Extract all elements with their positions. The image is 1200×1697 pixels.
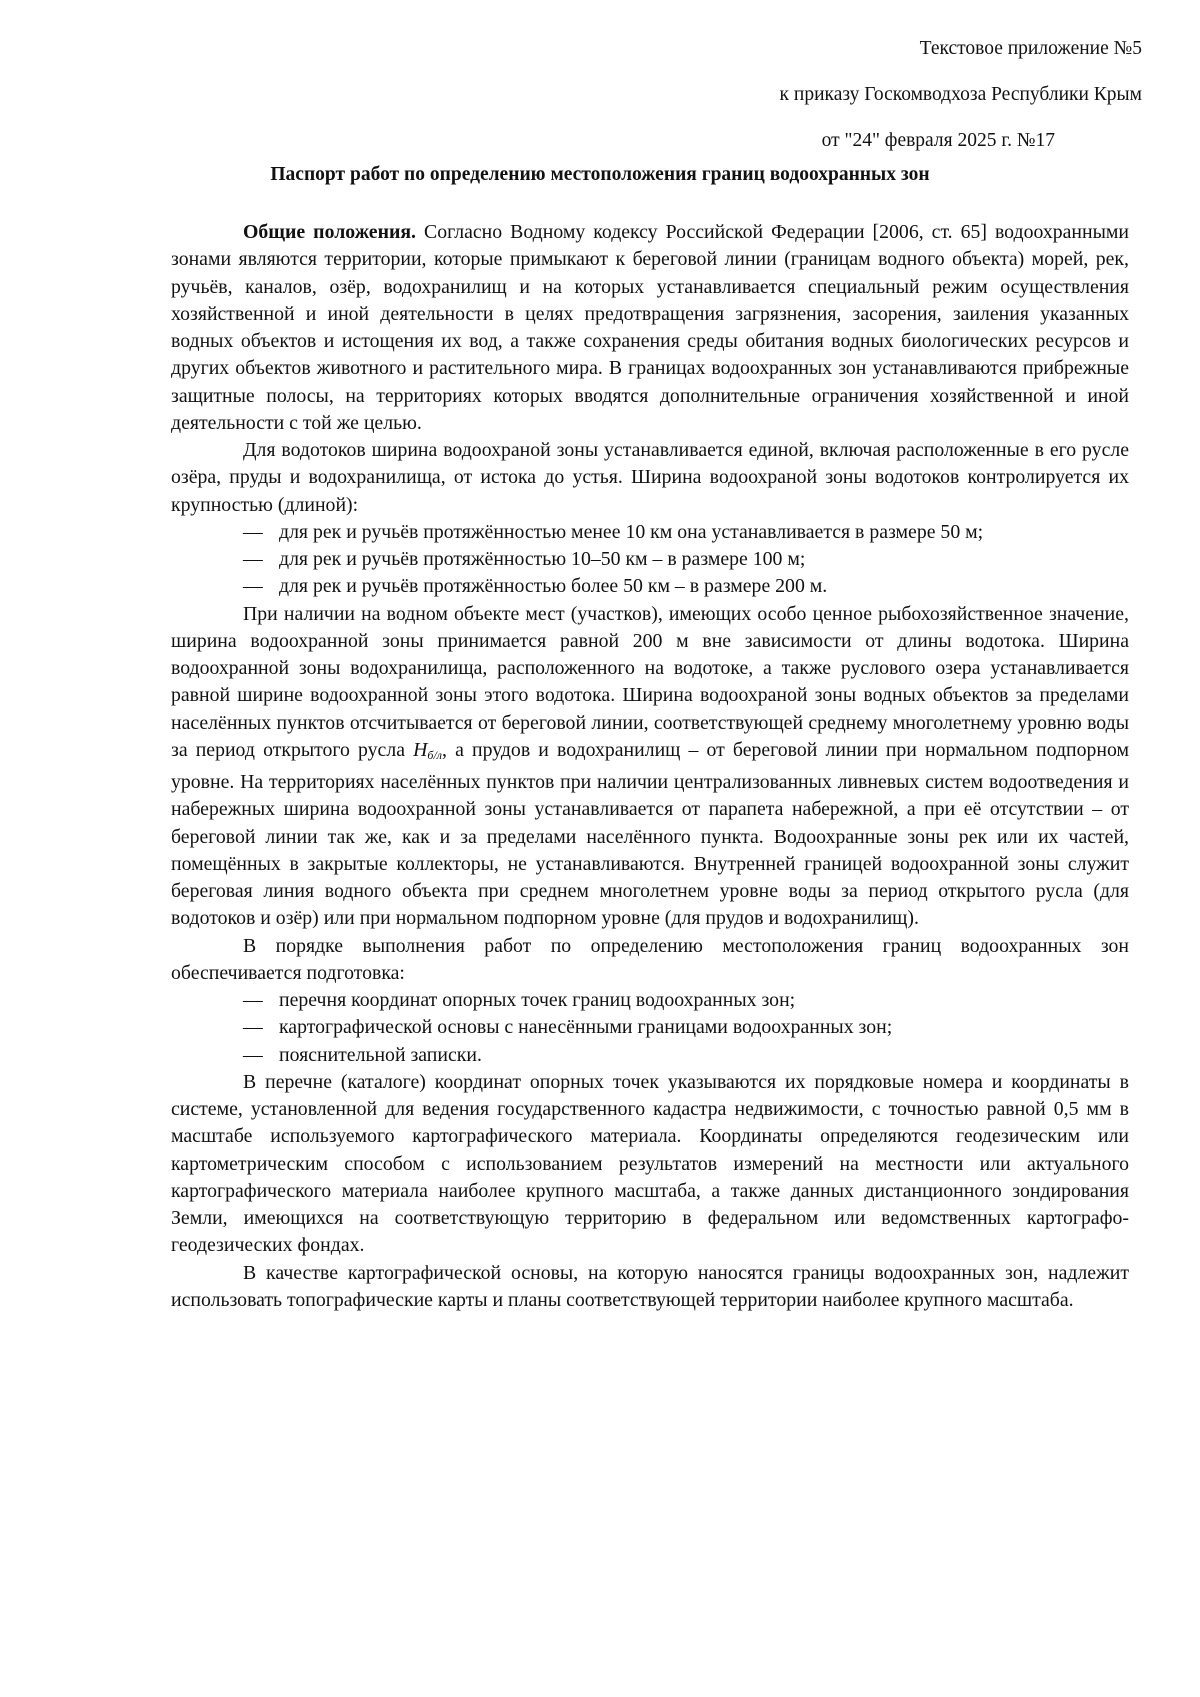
list-item — [171, 1014, 1129, 1041]
water-level-symbol — [413, 739, 442, 761]
list-item-text: для рек и ручьёв протяжённостью 10–50 км – в размере 100 м; — [279, 548, 806, 570]
paragraph-work-order: В порядке выполнения работ по определению местоположения границ водоохранных зон обеспечивается подготовка: — [171, 934, 1129, 984]
dash-bullet: — — [243, 575, 263, 598]
list-item-text: для рек и ручьёв протяжённостью менее 10 км она устанавливается в размере 50 м; — [279, 520, 984, 543]
list-item — [171, 573, 1129, 600]
paragraph-general-provisions — [171, 219, 1129, 437]
document-title: Паспорт работ по определению местоположения границ водоохранных зон — [270, 164, 930, 185]
dash-bullet: — — [243, 1043, 263, 1066]
paragraph-cartographic-basis: В качестве картографической основы, на которую наносятся границы водоохранных зон, надлежит использовать топографические карты и планы соответствующей территории наиболее крупного масштаба. — [171, 1261, 1129, 1311]
paragraph-text: При наличии на водном объекте мест (участков), имеющих особо ценное рыбохозяйственное значение, ширина водоохранной зоны принимается равной 200 м вне зависимости от длины водотока. Ширина водоохранной зоны водохранилища, расположенного на водотоке, а также руслового озера устанавливается равной ширине водоохранной зоны этого водотока. Ширина водоохраной зоны водных объектов за пределами населённых пунктов отсчитывается от береговой линии, соответствующей среднему многолетнему уровню воды за период открытого русла — [171, 602, 1129, 761]
document-body — [171, 219, 1129, 1314]
order-date: от "24" февраля 2025 г. №17 — [821, 130, 1055, 151]
symbol-subscript: б/л — [427, 747, 443, 762]
symbol-letter: H — [413, 738, 428, 761]
dash-bullet: — — [243, 548, 263, 570]
paragraph-text: Согласно Водному кодексу Российской Федерации [2006, ст. 65] водоохранными зонами являются территории, которые примыкают к береговой линии (границам водного объекта) морей, рек, ручьёв, каналов, озёр, водохранилищ и на которых устанавливается специальный режим осуществления хозяйственной и иной деятельности в целях предотвращения загрязнения, засорения, заиления указанных водных объектов и истощения их вод, а также сохранения среды обитания водных биологических ресурсов и других объектов животного и растительного мира. В границах водоохранных зон устанавливаются прибрежные защитные полосы, на территориях которых вводятся дополнительные ограничения хозяйственной и иной деятельности с той же целью. — [171, 221, 1129, 434]
paragraph-coordinates-catalog: В перечне (каталоге) координат опорных точек указываются их порядковые номера и координаты в системе, установленной для ведения государственного кадастра недвижимости, с точностью равной 0,5 мм в масштабе используемого картографического материала. Координаты определяются геодезическим или картометрическим способом с использованием результатов измерений на местности или актуального картографического материала наиболее крупного масштаба, а также данных дистанционного зондирования Земли, имеющихся на соответствующую территорию в федеральном или ведомственных картографо-геодезических фондах. — [171, 1070, 1129, 1257]
order-reference: к приказу Госкомводхоза Республики Крым — [779, 84, 1142, 105]
dash-bullet: — — [243, 989, 263, 1011]
list-item — [171, 987, 1129, 1014]
list-item-text: пояснительной записки. — [279, 1043, 482, 1066]
list-item-text: картографической основы с нанесёнными границами водоохранных зон; — [279, 1016, 893, 1039]
dash-bullet: — — [243, 1016, 263, 1039]
list-item — [171, 1042, 1129, 1069]
list-item-text: перечня координат опорных точек границ водоохранных зон; — [279, 989, 796, 1011]
appendix-label: Текстовое приложение №5 — [919, 38, 1142, 59]
list-item-text: для рек и ручьёв протяжённостью более 50 км – в размере 200 м. — [279, 575, 828, 598]
paragraph-lead: Общие положения. — [243, 221, 417, 243]
paragraph-watercourse-width: Для водотоков ширина водоохраной зоны устанавливается единой, включая расположенные в его русле озёра, пруды и водохранилища, от истока до устья. Ширина водоохраной зоны водотоков контролируется их крупностью (длиной): — [171, 439, 1129, 516]
paragraph-special-sites — [171, 601, 1129, 933]
list-item — [171, 546, 1129, 573]
list-item — [171, 519, 1129, 546]
paragraph-text: , а прудов и водохранилищ – от береговой линии при нормальном подпорном уровне. На территориях населённых пунктов при наличии централизованных ливневых систем водоотведения и набережных ширина водоохранной зоны устанавливается от парапета набережной, а при её отсутствии – от береговой линии так же, как и за пределами населённого пункта. Водоохранные зоны рек или их частей, помещённых в закрытые коллекторы, не устанавливаются. Внутренней границей водоохранной зоны служит береговая линия водного объекта при среднем многолетнем уровне воды за период открытого русла (для водотоков и озёр) или при нормальном подпорном уровне (для прудов и водохранилищ). — [171, 738, 1130, 930]
dash-bullet: — — [243, 520, 263, 543]
